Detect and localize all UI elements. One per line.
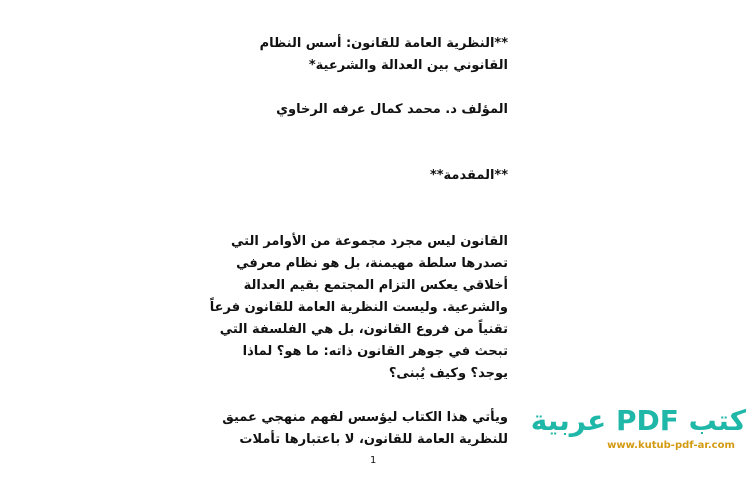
body-line-8: ويأتي هذا الكتاب ليؤسس لفهم منهجي عميق [222, 410, 508, 425]
author-name: المؤلف د. محمد كمال عرفه الرخاوي [276, 102, 508, 117]
page-number: 1 [370, 455, 377, 466]
body-line-5: تقنياً من فروع القانون، بل هي الفلسفة التي [219, 322, 508, 337]
body-paragraph-1 [208, 231, 508, 385]
watermark [530, 403, 746, 453]
body-paragraph-2 [208, 407, 508, 451]
document-title [208, 33, 508, 77]
watermark-url: www.kutub-pdf-ar.com [607, 440, 735, 451]
body-line-1: القانون ليس مجرد مجموعة من الأوامر التي [231, 234, 508, 249]
body-line-3: أخلاقي يعكس التزام المجتمع بقيم العدالة [243, 278, 508, 293]
body-line-9: للنظرية العامة للقانون، لا باعتبارها تأملات [239, 432, 508, 447]
body-line-6: تبحث في جوهر القانون ذاته: ما هو؟ لماذا [242, 344, 508, 359]
author-line [208, 99, 508, 121]
title-line-1: **النظرية العامة للقانون: أسس النظام [259, 36, 508, 51]
body-line-7: يوجد؟ وكيف يُبنى؟ [388, 366, 508, 381]
body-line-2: تصدرها سلطة مهيمنة، بل هو نظام معرفي [236, 256, 508, 271]
title-line-2: القانوني بين العدالة والشرعية* [308, 58, 508, 73]
heading-text: **المقدمة** [429, 168, 508, 183]
body-line-4: والشرعية. وليست النظرية العامة للقانون فرعاً [209, 300, 508, 315]
introduction-heading [208, 165, 508, 187]
watermark-logo: كتب PDF عربية [530, 404, 746, 437]
